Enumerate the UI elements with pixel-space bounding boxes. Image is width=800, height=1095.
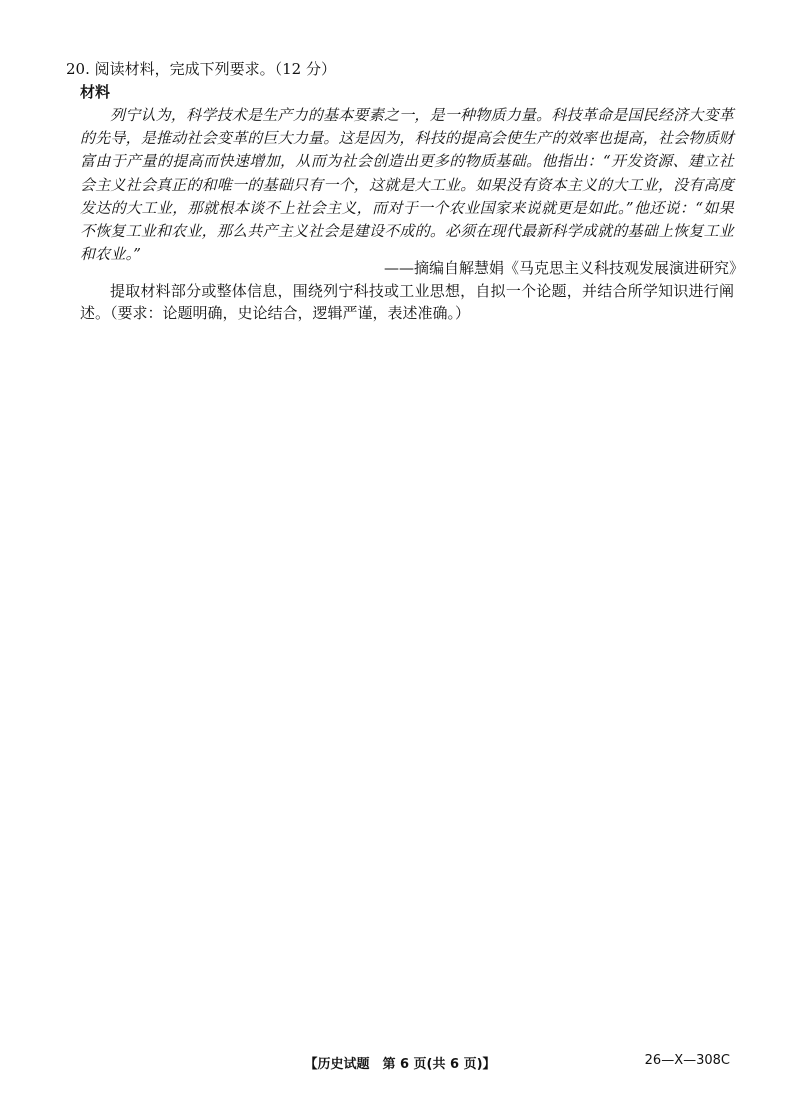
material-label: 材料 [80, 83, 111, 101]
question-header: 20. 阅读材料，完成下列要求。（12 分） [66, 60, 336, 78]
material-source: ——摘编自解慧娟《马克思主义科技观发展演进研究》 [383, 259, 744, 277]
footer-page-info: 【历史试题 第 6 页(共 6 页)】 [304, 1057, 496, 1072]
footer-code: 26—X—308C [644, 1053, 730, 1068]
material-body: 列宁认为，科学技术是生产力的基本要素之一，是一种物质力量。科技革命是国民经济大变革的先导，是推动社会变革的巨大力量。这是因为，科技的提高会使生产的效率也提高，社会物质财富由于产量的提高而快速增加，从而为社会创造出更多的物质基础。他指出：“开发资源、建立社会主义社会真正的和唯一的基础只有一个，这就是大工业。如果没有资本主义的大工业，没有高度发达的大工业，那就根本谈不上社会主义，而对于一个农业国家来说就更是如此。”他还说：“如果不恢复工业和农业，那么共产主义社会是建设不成的。必须在现代最新科学成就的基础上恢复工业和农业。” [80, 106, 734, 264]
question-task: 提取材料部分或整体信息，围绕列宁科技或工业思想，自拟一个论题，并结合所学知识进行阐述。（要求：论题明确，史论结合，逻辑严谨，表述准确。） [80, 282, 734, 322]
